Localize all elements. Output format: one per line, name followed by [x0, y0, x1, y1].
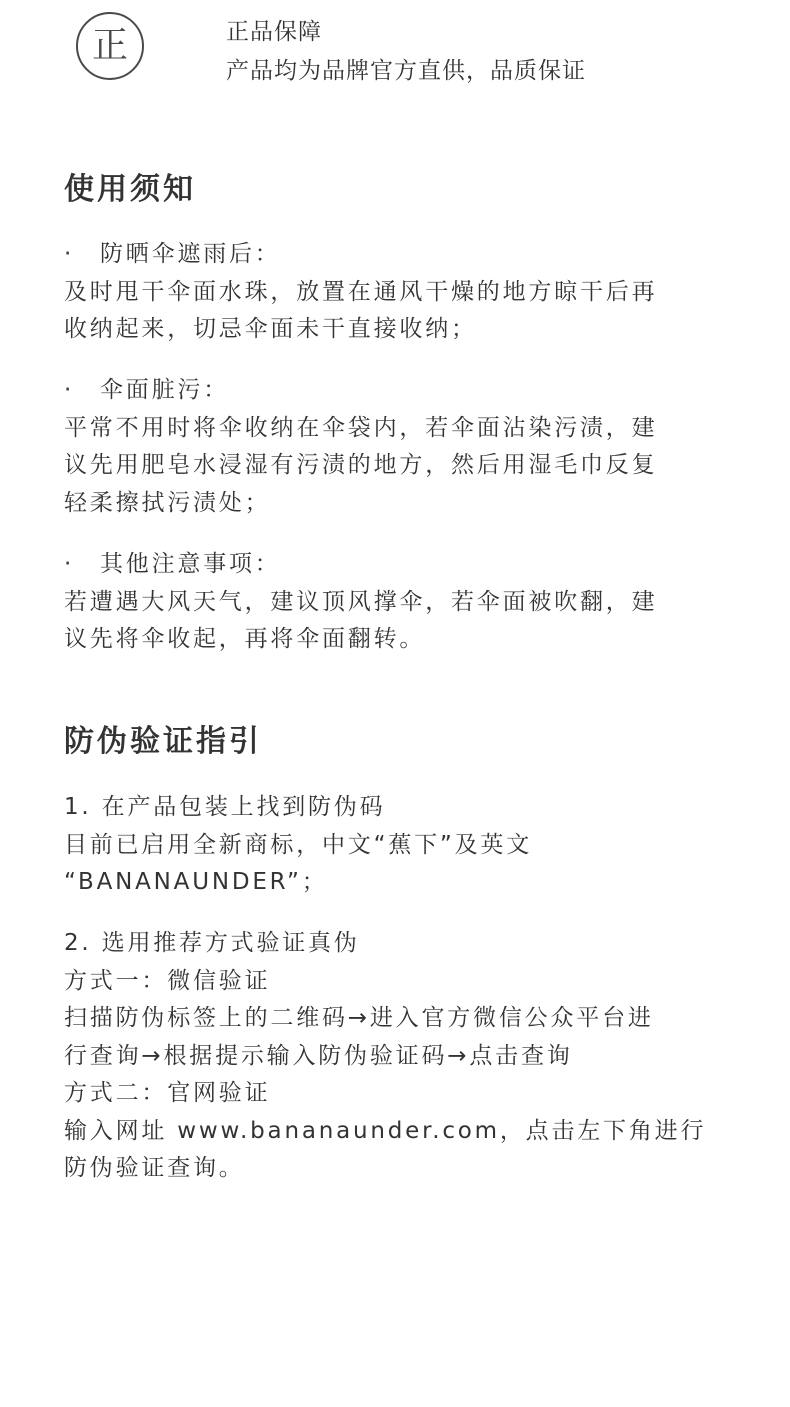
anti-counterfeit-section-title: 防伪验证指引 — [64, 724, 262, 759]
bullet-icon: · — [64, 377, 75, 403]
step-line: 防伪验证查询。 — [64, 1155, 245, 1181]
anti-counterfeit-step-1 — [64, 789, 734, 902]
step-line: 方式二：官网验证 — [64, 1080, 271, 1106]
step-line: “BANANAUNDER”； — [64, 869, 328, 895]
guarantee-title: 正品保障 — [226, 19, 322, 45]
usage-item-line: 平常不用时将伞收纳在伞袋内，若伞面沾染污渍，建 — [64, 414, 658, 441]
usage-item-other — [64, 546, 734, 659]
guarantee-block — [76, 12, 736, 92]
step-heading: 1. 在产品包装上找到防伪码 — [64, 794, 386, 820]
usage-item-dirty — [64, 372, 734, 522]
usage-item-rain — [64, 236, 734, 349]
usage-item-line: 收纳起来，切忌伞面未干直接收纳； — [64, 316, 477, 342]
step-line: 扫描防伪标签上的二维码→进入官方微信公众平台进 — [64, 1005, 654, 1031]
usage-item-heading — [64, 546, 734, 584]
usage-item-line: 轻柔擦拭污渍处； — [64, 489, 271, 516]
step-line: 目前已启用全新商标，中文“蕉下”及英文 — [64, 831, 533, 858]
usage-section-title: 使用须知 — [64, 172, 196, 207]
guarantee-description: 产品均为品牌官方直供，品质保证 — [226, 58, 586, 84]
usage-item-line: 议先将伞收起，再将伞面翻转。 — [64, 626, 426, 652]
usage-item-line: 议先用肥皂水浸湿有污渍的地方，然后用湿毛巾反复 — [64, 452, 658, 478]
anti-counterfeit-step-2 — [64, 925, 734, 1188]
usage-item-heading — [64, 236, 734, 274]
bullet-icon: · — [64, 551, 75, 577]
step-heading: 2. 选用推荐方式验证真伪 — [64, 930, 360, 956]
bullet-icon: · — [64, 241, 75, 267]
step-line: 输入网址 www.bananaunder.com，点击左下角进行 — [64, 1117, 707, 1144]
usage-item-heading-text: 其他注意事项： — [100, 551, 281, 577]
usage-item-heading-text: 防晒伞遮雨后： — [100, 241, 281, 267]
step-line: 行查询→根据提示输入防伪验证码→点击查询 — [64, 1042, 573, 1069]
authentic-badge-icon: 正 — [76, 12, 144, 80]
usage-item-line: 若遭遇大风天气，建议顶风撑伞，若伞面被吹翻，建 — [64, 588, 658, 615]
usage-item-line: 及时甩干伞面水珠，放置在通风干燥的地方晾干后再 — [64, 278, 658, 305]
usage-item-heading — [64, 372, 734, 410]
step-line: 方式一：微信验证 — [64, 967, 271, 994]
usage-item-heading-text: 伞面脏污： — [100, 377, 229, 403]
